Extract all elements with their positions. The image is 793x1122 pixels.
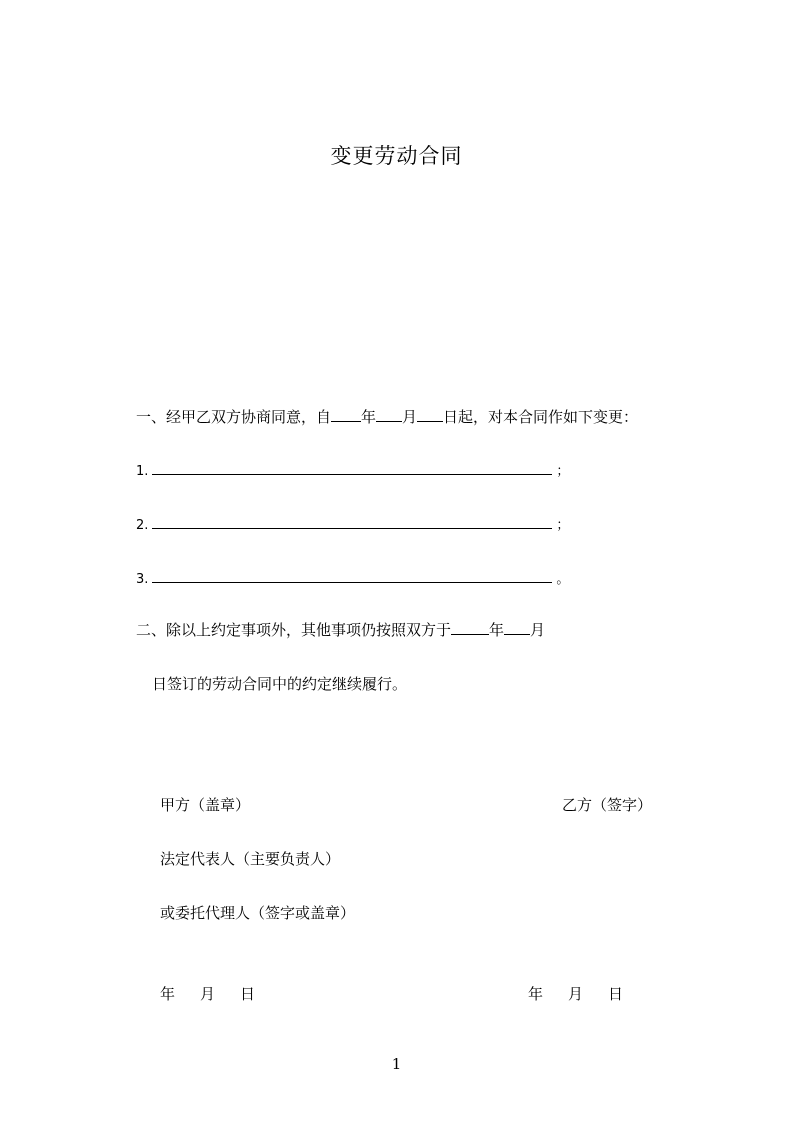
party-b-label: 乙方（签字） bbox=[562, 796, 653, 814]
month-blank[interactable] bbox=[504, 622, 530, 635]
party-a-date bbox=[160, 987, 255, 1002]
clause-1-year: 年 bbox=[361, 408, 377, 426]
item-end: ； bbox=[556, 518, 570, 533]
date-year: 年 bbox=[528, 985, 544, 1003]
document-title: 变更劳动合同 bbox=[330, 144, 463, 168]
clause-1 bbox=[136, 409, 638, 425]
change-item-3 bbox=[136, 570, 569, 586]
legal-representative-label: 法定代表人（主要负责人） bbox=[160, 850, 341, 868]
date-day: 日 bbox=[608, 985, 624, 1003]
item-end: ； bbox=[556, 464, 570, 479]
clause-2-prefix: 二、除以上约定事项外，其他事项仍按照双方于 bbox=[136, 621, 452, 639]
year-blank[interactable] bbox=[451, 622, 489, 635]
month-blank[interactable] bbox=[376, 409, 402, 422]
date-day: 日 bbox=[240, 985, 256, 1003]
clause-2-year: 年 bbox=[489, 621, 505, 639]
party-a-label: 甲方（盖章） bbox=[160, 796, 251, 814]
item-blank[interactable] bbox=[152, 462, 552, 475]
change-item-1 bbox=[136, 462, 569, 478]
party-b-date bbox=[528, 987, 623, 1002]
item-blank[interactable] bbox=[152, 516, 552, 529]
page-number: 1 bbox=[391, 1055, 402, 1073]
clause-1-month: 月 bbox=[402, 408, 418, 426]
item-number: 1. bbox=[136, 464, 149, 479]
clause-2-line-2: 日签订的劳动合同中的约定继续履行。 bbox=[152, 675, 408, 693]
date-month: 月 bbox=[200, 985, 216, 1003]
item-number: 3. bbox=[136, 572, 149, 587]
item-blank[interactable] bbox=[152, 570, 552, 583]
day-blank[interactable] bbox=[417, 409, 443, 422]
clause-1-prefix: 一、经甲乙双方协商同意，自 bbox=[136, 408, 332, 426]
item-number: 2. bbox=[136, 518, 149, 533]
clause-2 bbox=[136, 622, 545, 638]
change-item-2 bbox=[136, 516, 569, 532]
clause-1-day-suffix: 日起，对本合同作如下变更： bbox=[443, 408, 639, 426]
date-year: 年 bbox=[160, 985, 176, 1003]
date-month: 月 bbox=[568, 985, 584, 1003]
clause-2-month: 月 bbox=[530, 621, 546, 639]
year-blank[interactable] bbox=[331, 409, 361, 422]
item-end: 。 bbox=[556, 572, 570, 587]
agent-label: 或委托代理人（签字或盖章） bbox=[160, 904, 356, 922]
